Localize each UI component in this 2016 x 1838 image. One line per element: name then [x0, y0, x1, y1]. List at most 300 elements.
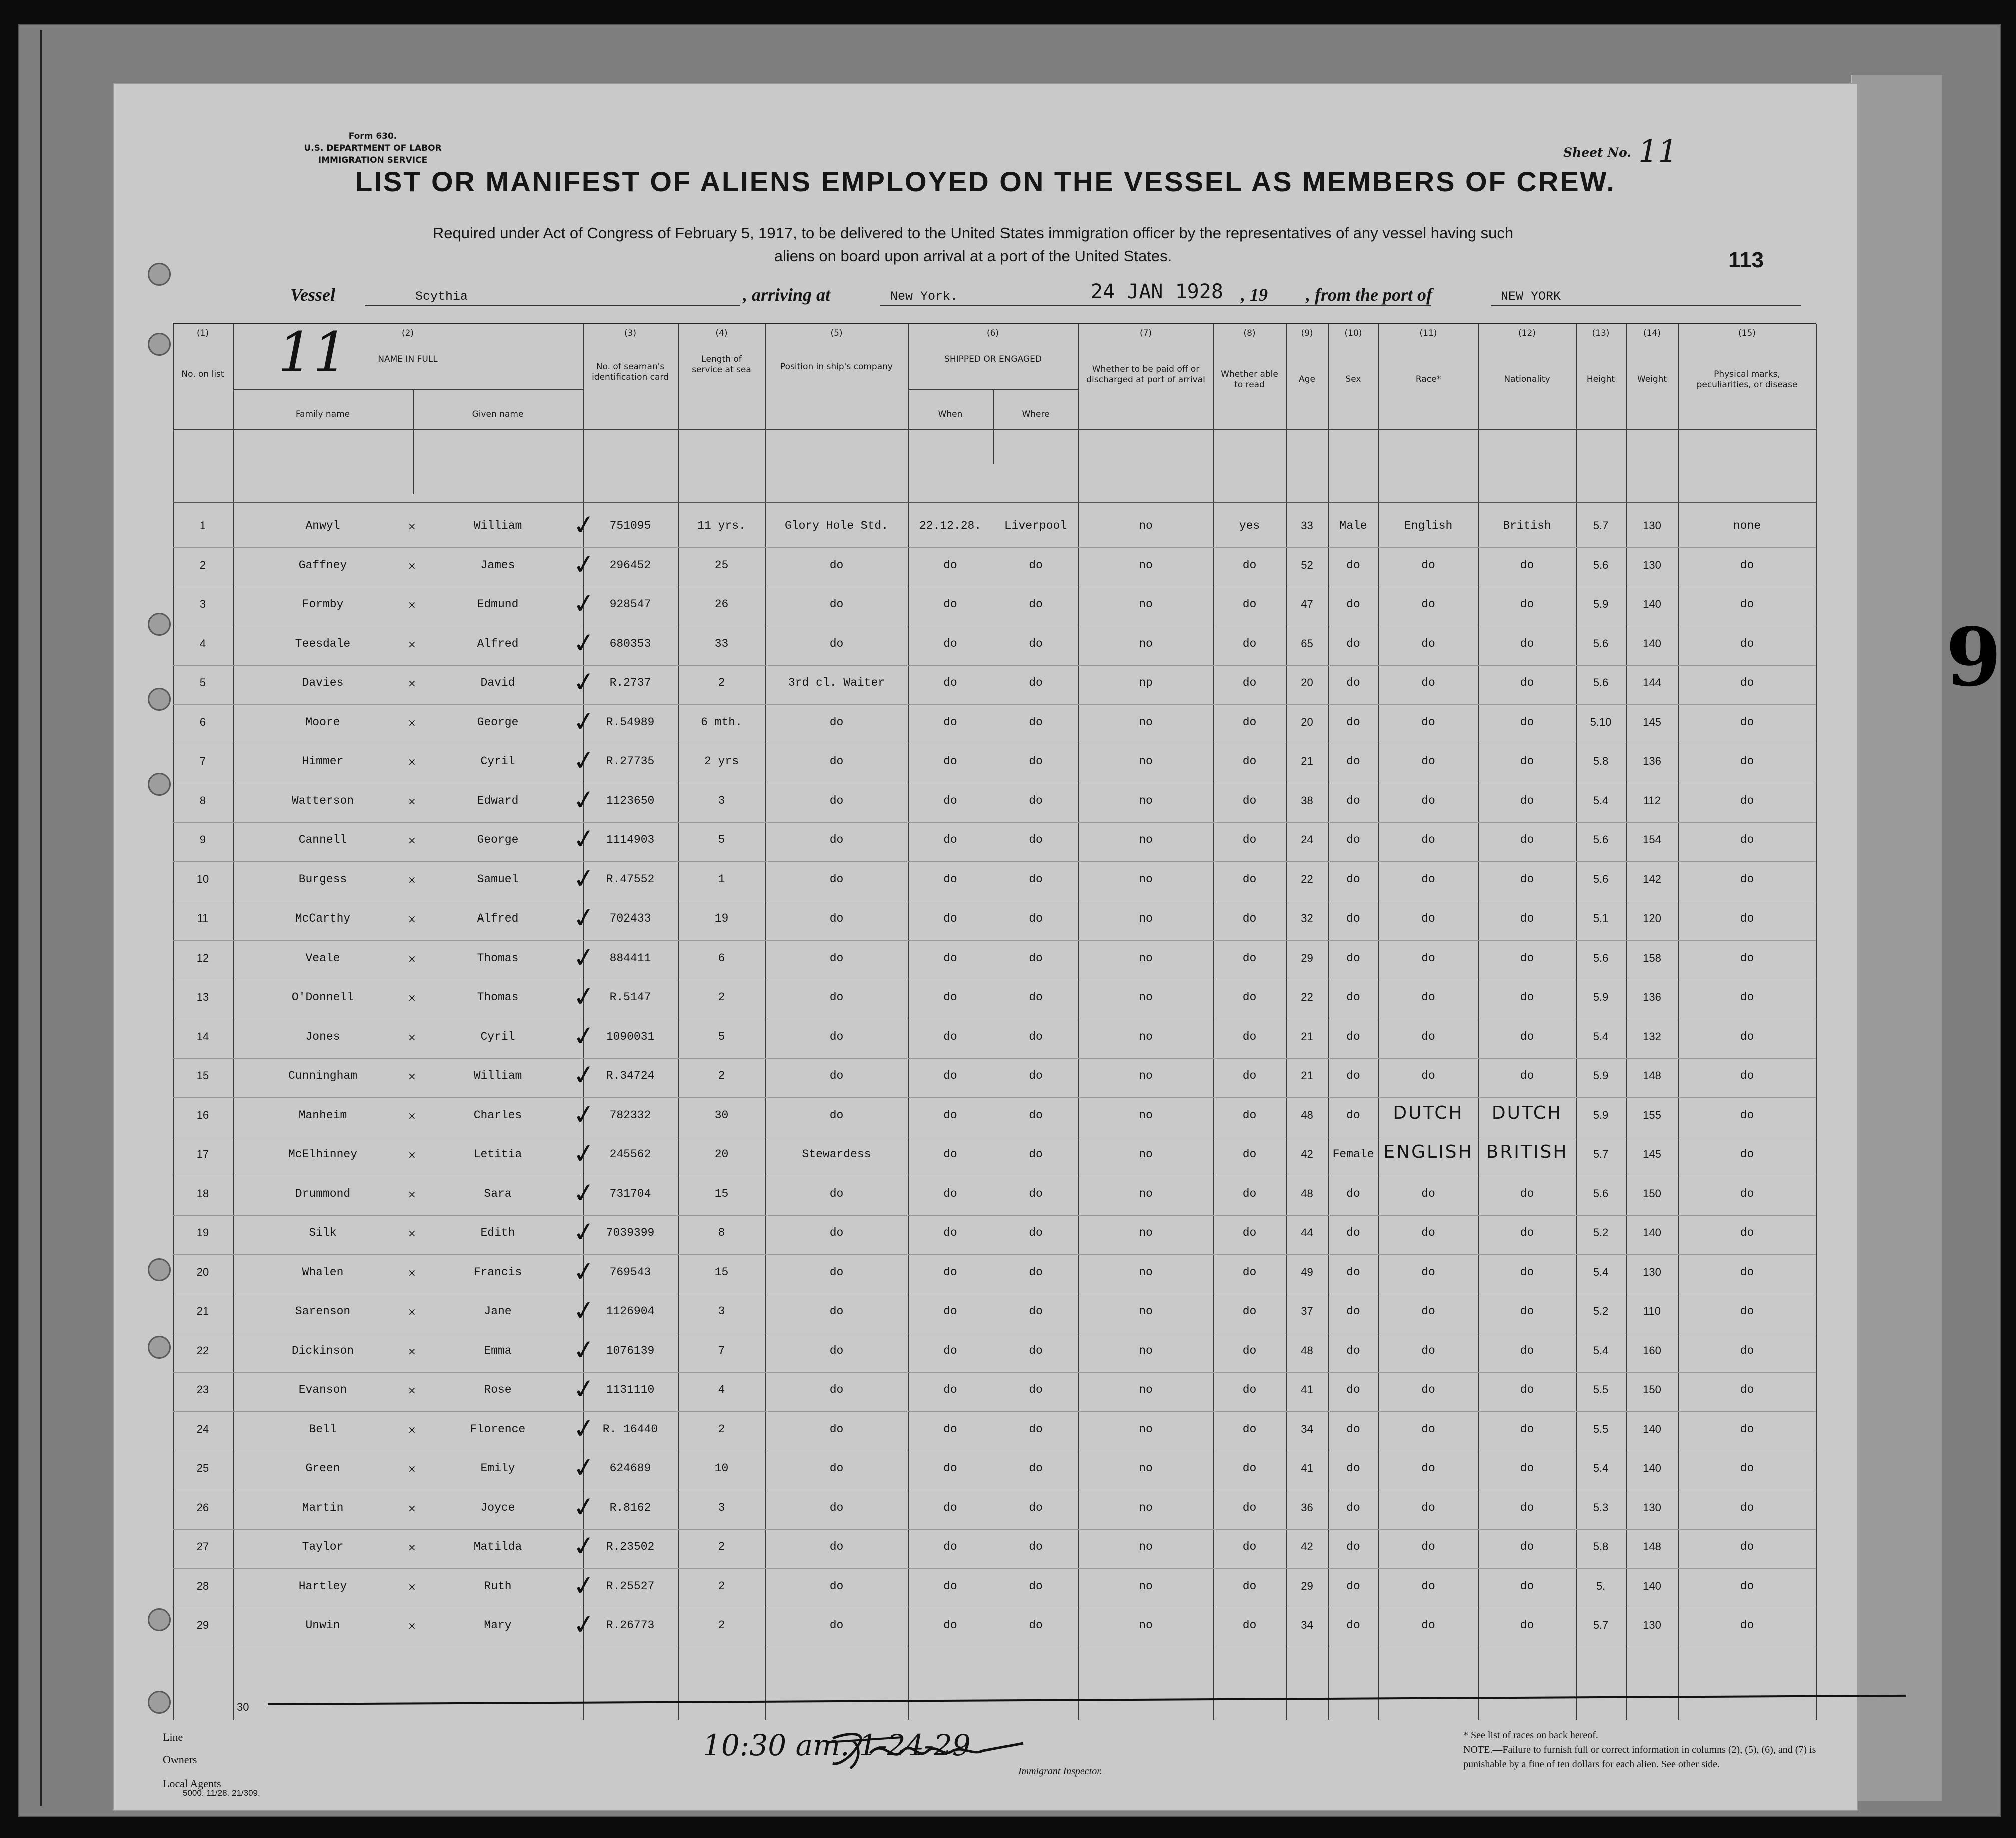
- table-row: [173, 823, 1816, 862]
- ship-position: do: [829, 1579, 844, 1593]
- physical-marks: do: [1740, 833, 1754, 846]
- given-name: Thomas: [477, 991, 519, 1004]
- race: do: [1421, 1226, 1435, 1239]
- shipped-where: do: [1029, 794, 1043, 807]
- age: 32: [1301, 912, 1313, 925]
- manifest-sheet: [113, 83, 1858, 1811]
- given-name: Ruth: [484, 1579, 512, 1593]
- weight: 148: [1643, 1540, 1661, 1553]
- row-number: 10: [196, 872, 209, 885]
- service-length: 1: [718, 872, 725, 886]
- service-length: 3: [718, 1305, 725, 1318]
- margin-number: 11: [278, 320, 348, 384]
- given-name: Matilda: [473, 1540, 522, 1553]
- ship-position: do: [829, 1030, 844, 1043]
- cross-mark-icon: ×: [408, 638, 416, 650]
- given-name: Samuel: [477, 872, 519, 886]
- weight: 110: [1643, 1305, 1661, 1317]
- race: do: [1421, 872, 1435, 886]
- sex: Female: [1332, 1148, 1374, 1161]
- punch-hole: [148, 613, 171, 636]
- race: do: [1421, 1619, 1435, 1632]
- sex: do: [1346, 558, 1360, 572]
- weight: 140: [1643, 598, 1661, 610]
- nationality: do: [1520, 598, 1534, 611]
- from-port: NEW YORK: [1501, 289, 1561, 304]
- col-10-number: (10): [1344, 328, 1362, 338]
- service-length: 26: [714, 598, 729, 611]
- table-row: [173, 1413, 1816, 1452]
- table-row: [173, 863, 1816, 902]
- manifest-subtitle: [223, 222, 1723, 268]
- id-card-number: 1123650: [606, 794, 655, 807]
- physical-marks: do: [1740, 794, 1754, 807]
- given-name: Rose: [484, 1383, 512, 1396]
- id-card-number: 245562: [609, 1148, 651, 1161]
- row-number: 17: [196, 1148, 209, 1160]
- sex: do: [1346, 1226, 1360, 1239]
- col-5-number: (5): [830, 328, 843, 338]
- header-name-in-full: NAME IN FULL: [378, 354, 438, 364]
- cross-mark-icon: ×: [408, 913, 416, 925]
- family-name: McElhinney: [288, 1148, 358, 1161]
- table-row: [173, 1452, 1816, 1491]
- row-number: 21: [196, 1305, 209, 1317]
- ship-position: do: [829, 1226, 844, 1239]
- weight: 155: [1643, 1108, 1661, 1121]
- footer-line-label: Line: [163, 1731, 183, 1743]
- given-name: Alfred: [477, 912, 519, 925]
- service-length: 15: [714, 1187, 729, 1200]
- paid-off: no: [1139, 1501, 1153, 1514]
- header-weight: Weight: [1637, 374, 1667, 384]
- sheet-number-label: Sheet No.: [1563, 145, 1632, 160]
- age: 49: [1301, 1265, 1313, 1278]
- physical-marks: do: [1740, 1462, 1754, 1475]
- shipped-where: do: [1029, 872, 1043, 886]
- paid-off: no: [1139, 558, 1153, 572]
- cross-mark-icon: ×: [408, 1070, 416, 1082]
- given-name: Cyril: [480, 755, 515, 768]
- given-name: Jane: [484, 1305, 512, 1318]
- age: 41: [1301, 1383, 1313, 1396]
- paid-off: no: [1139, 598, 1153, 611]
- shipped-where: do: [1029, 558, 1043, 572]
- weight: 132: [1643, 1030, 1661, 1043]
- age: 42: [1301, 1148, 1313, 1160]
- check-mark-icon: ✓: [570, 1293, 598, 1328]
- weight: 158: [1643, 951, 1661, 964]
- nationality: do: [1520, 676, 1534, 689]
- row-number: 6: [199, 715, 206, 728]
- header-given-name: Given name: [472, 409, 524, 419]
- check-mark-icon: ✓: [570, 743, 598, 778]
- ship-position: do: [829, 1422, 844, 1436]
- shipped-when: do: [943, 1462, 957, 1475]
- service-length: 2: [718, 1540, 725, 1553]
- table-row: [173, 1609, 1816, 1648]
- race: do: [1421, 991, 1435, 1004]
- check-mark-icon: ✓: [570, 1175, 598, 1210]
- ship-position: do: [829, 1383, 844, 1396]
- service-length: 4: [718, 1383, 725, 1396]
- able-to-read: do: [1242, 1619, 1257, 1632]
- check-mark-icon: ✓: [570, 940, 598, 975]
- col-9-number: (9): [1301, 328, 1313, 338]
- family-name: Himmer: [302, 755, 344, 768]
- col-1-number: (1): [196, 328, 209, 338]
- race: do: [1421, 558, 1435, 572]
- nationality: do: [1520, 1540, 1534, 1553]
- nationality: British: [1503, 519, 1551, 532]
- inspector-signature: [823, 1728, 1033, 1773]
- service-length: 10: [714, 1462, 729, 1475]
- table-row: [173, 745, 1816, 784]
- cross-mark-icon: ×: [408, 716, 416, 729]
- cross-mark-icon: ×: [408, 756, 416, 768]
- vessel-name: Scythia: [415, 289, 468, 304]
- header-length-service: Length of service at sea: [692, 354, 751, 375]
- id-card-number: R.54989: [606, 715, 655, 729]
- col-3-number: (3): [624, 328, 637, 338]
- physical-marks: do: [1740, 755, 1754, 768]
- shipped-where: do: [1029, 1108, 1043, 1122]
- shipped-when: do: [943, 912, 957, 925]
- age: 48: [1301, 1344, 1313, 1357]
- footer-note: [1463, 1728, 1823, 1772]
- nationality: do: [1520, 912, 1534, 925]
- check-mark-icon: ✓: [570, 508, 598, 542]
- nationality: do: [1520, 715, 1534, 729]
- ship-position: do: [829, 1462, 844, 1475]
- header-where: Where: [1022, 409, 1050, 419]
- form-print-code: 5000. 11/28. 21/309.: [183, 1788, 260, 1798]
- given-name: Alfred: [477, 637, 519, 650]
- row-number: 29: [196, 1619, 209, 1631]
- family-name: Manheim: [298, 1108, 347, 1122]
- col-11-number: (11): [1419, 328, 1437, 338]
- punch-hole: [148, 1258, 171, 1281]
- physical-marks: do: [1740, 1344, 1754, 1357]
- family-name: O'Donnell: [291, 991, 354, 1004]
- id-card-number: 769543: [609, 1265, 651, 1279]
- ship-position: do: [829, 598, 844, 611]
- shipped-when: do: [943, 637, 957, 650]
- height: 5.: [1596, 1579, 1606, 1592]
- given-name: Florence: [470, 1422, 526, 1436]
- weight: 145: [1643, 715, 1661, 728]
- given-name: James: [480, 558, 515, 572]
- age: 37: [1301, 1305, 1313, 1317]
- race: do: [1421, 912, 1435, 925]
- shipped-when: do: [943, 1619, 957, 1632]
- weight: 142: [1643, 872, 1661, 885]
- id-card-number: 1131110: [606, 1383, 655, 1396]
- table-row: [173, 902, 1816, 941]
- cross-mark-icon: ×: [408, 677, 416, 689]
- nationality: do: [1520, 637, 1534, 650]
- table-row: [173, 627, 1816, 666]
- sex: do: [1346, 676, 1360, 689]
- paid-off: no: [1139, 1344, 1153, 1357]
- physical-marks: do: [1740, 637, 1754, 650]
- id-card-number: 731704: [609, 1187, 651, 1200]
- row-number: 11: [197, 912, 209, 925]
- age: 65: [1301, 637, 1313, 650]
- race: do: [1421, 1579, 1435, 1593]
- sex: do: [1346, 755, 1360, 768]
- able-to-read: do: [1242, 1579, 1257, 1593]
- race: do: [1421, 598, 1435, 611]
- physical-marks: do: [1740, 1108, 1754, 1122]
- ship-position: do: [829, 1069, 844, 1082]
- check-mark-icon: ✓: [570, 1450, 598, 1485]
- height: 5.7: [1593, 1619, 1609, 1631]
- id-card-number: 751095: [609, 519, 651, 532]
- table-row: [173, 1256, 1816, 1295]
- weight: 154: [1643, 833, 1661, 846]
- able-to-read: do: [1242, 1187, 1257, 1200]
- given-name: Cyril: [480, 1030, 515, 1043]
- given-name: Edmund: [477, 598, 519, 611]
- age: 21: [1301, 1030, 1313, 1043]
- id-card-number: R. 16440: [602, 1422, 658, 1436]
- given-name: Joyce: [480, 1501, 515, 1514]
- id-card-number: 884411: [609, 951, 651, 965]
- race: do: [1421, 951, 1435, 965]
- margin-handwritten-digit: 9: [1946, 610, 2002, 704]
- sex: do: [1346, 951, 1360, 965]
- service-length: 2: [718, 1619, 725, 1632]
- shipped-where: do: [1029, 1187, 1043, 1200]
- nationality: do: [1520, 1462, 1534, 1475]
- height: 5.8: [1593, 1540, 1609, 1553]
- physical-marks: do: [1740, 1422, 1754, 1436]
- id-card-number: 624689: [609, 1462, 651, 1475]
- physical-marks: do: [1740, 872, 1754, 886]
- id-card-number: R.25527: [606, 1579, 655, 1593]
- ship-position: do: [829, 912, 844, 925]
- shipped-when: do: [943, 755, 957, 768]
- able-to-read: do: [1242, 1108, 1257, 1122]
- header-no-on-list: No. on list: [181, 369, 224, 379]
- race: do: [1421, 794, 1435, 807]
- row-number: 27: [196, 1540, 209, 1553]
- height: 5.6: [1593, 833, 1609, 846]
- weight: 150: [1643, 1187, 1661, 1200]
- check-mark-icon: ✓: [570, 1136, 598, 1171]
- table-row: [173, 1059, 1816, 1098]
- able-to-read: do: [1242, 598, 1257, 611]
- ship-position: do: [829, 1108, 844, 1122]
- cross-mark-icon: ×: [408, 992, 416, 1004]
- service-length: 6: [718, 951, 725, 965]
- arriving-port: New York.: [890, 289, 958, 304]
- shipped-when: do: [943, 1501, 957, 1514]
- shipped-where: Liverpool: [1004, 519, 1067, 532]
- race: do: [1421, 1540, 1435, 1553]
- age: 41: [1301, 1462, 1313, 1474]
- family-name: Cannell: [298, 833, 347, 846]
- col-8-number: (8): [1243, 328, 1256, 338]
- height: 5.5: [1593, 1422, 1609, 1435]
- paid-off: no: [1139, 991, 1153, 1004]
- able-to-read: do: [1242, 1422, 1257, 1436]
- shipped-where: do: [1029, 1579, 1043, 1593]
- cross-mark-icon: ×: [408, 1541, 416, 1553]
- sex: do: [1346, 1619, 1360, 1632]
- family-name: Burgess: [298, 872, 347, 886]
- sex: do: [1346, 794, 1360, 807]
- paid-off: no: [1139, 1265, 1153, 1279]
- id-card-number: R.2737: [609, 676, 651, 689]
- family-name: Silk: [309, 1226, 337, 1239]
- service-length: 2 yrs: [704, 755, 739, 768]
- sex: do: [1346, 1069, 1360, 1082]
- cross-mark-icon: ×: [408, 795, 416, 807]
- shipped-when: do: [943, 1265, 957, 1279]
- service-length: 30: [714, 1108, 729, 1122]
- shipped-where: do: [1029, 912, 1043, 925]
- height: 5.6: [1593, 558, 1609, 571]
- col-7-number: (7): [1139, 328, 1152, 338]
- age: 34: [1301, 1422, 1313, 1435]
- table-row: [173, 1530, 1816, 1569]
- shipped-when: do: [943, 1148, 957, 1161]
- shipped-where: do: [1029, 991, 1043, 1004]
- height: 5.10: [1590, 715, 1612, 728]
- height: 5.4: [1593, 1265, 1609, 1278]
- shipped-when: do: [943, 558, 957, 572]
- given-name: David: [480, 676, 515, 689]
- shipped-when: do: [943, 715, 957, 729]
- service-length: 3: [718, 1501, 725, 1514]
- physical-marks: do: [1740, 1501, 1754, 1514]
- crew-manifest-table: [173, 323, 1816, 1720]
- sex: do: [1346, 1030, 1360, 1043]
- physical-marks: do: [1740, 1030, 1754, 1043]
- row-number: 18: [196, 1187, 209, 1200]
- shipped-where: do: [1029, 1540, 1043, 1553]
- shipped-where: do: [1029, 1226, 1043, 1239]
- id-card-number: R.47552: [606, 872, 655, 886]
- table-row: [173, 1020, 1816, 1059]
- paid-off: no: [1139, 1422, 1153, 1436]
- given-name: Charles: [473, 1108, 522, 1122]
- height: 5.6: [1593, 872, 1609, 885]
- given-name: Thomas: [477, 951, 519, 965]
- punch-hole: [148, 1336, 171, 1359]
- sex: do: [1346, 912, 1360, 925]
- ship-position: do: [829, 794, 844, 807]
- row-number: 23: [196, 1383, 209, 1396]
- weight: 140: [1643, 637, 1661, 650]
- row-number: 19: [196, 1226, 209, 1239]
- nationality: do: [1520, 794, 1534, 807]
- col-13-number: (13): [1592, 328, 1610, 338]
- col-2-number: (2): [401, 328, 414, 338]
- shipped-where: do: [1029, 1422, 1043, 1436]
- paid-off: no: [1139, 637, 1153, 650]
- cross-mark-icon: ×: [408, 834, 416, 846]
- ship-position: do: [829, 1540, 844, 1553]
- family-name: Jones: [305, 1030, 340, 1043]
- weight: 160: [1643, 1344, 1661, 1357]
- id-card-number: 1114903: [606, 833, 655, 846]
- nationality: BRITISH: [1486, 1142, 1568, 1162]
- id-card-number: R.34724: [606, 1069, 655, 1082]
- sex: do: [1346, 1540, 1360, 1553]
- nationality: do: [1520, 1305, 1534, 1318]
- service-length: 6 mth.: [701, 715, 742, 729]
- id-card-number: R.26773: [606, 1619, 655, 1632]
- weight: 145: [1643, 1148, 1661, 1160]
- age: 52: [1301, 558, 1313, 571]
- paid-off: no: [1139, 715, 1153, 729]
- shipped-where: do: [1029, 1305, 1043, 1318]
- nationality: do: [1520, 1619, 1534, 1632]
- shipped-when: do: [943, 991, 957, 1004]
- table-row: [173, 981, 1816, 1020]
- age: 21: [1301, 1069, 1313, 1082]
- age: 29: [1301, 951, 1313, 964]
- cross-mark-icon: ×: [408, 873, 416, 886]
- service-length: 2: [718, 1422, 725, 1436]
- sex: do: [1346, 991, 1360, 1004]
- row-number: 16: [196, 1108, 209, 1121]
- sex: do: [1346, 1187, 1360, 1200]
- shipped-when: do: [943, 1344, 957, 1357]
- ship-position: do: [829, 1344, 844, 1357]
- paid-off: no: [1139, 1069, 1153, 1082]
- physical-marks: do: [1740, 951, 1754, 965]
- able-to-read: do: [1242, 1265, 1257, 1279]
- vessel-label: Vessel: [290, 285, 335, 305]
- row-number: 4: [199, 637, 206, 650]
- check-mark-icon: ✓: [570, 665, 598, 699]
- cross-mark-icon: ×: [408, 1149, 416, 1161]
- service-length: 8: [718, 1226, 725, 1239]
- table-row: [173, 1138, 1816, 1177]
- given-name: Emily: [480, 1462, 515, 1475]
- id-card-number: R.5147: [609, 991, 651, 1004]
- table-row: [173, 588, 1816, 627]
- footer-owners-label: Owners: [163, 1753, 197, 1766]
- ship-position: do: [829, 1305, 844, 1318]
- service-length: 2: [718, 1579, 725, 1593]
- table-row: [173, 1334, 1816, 1373]
- race: do: [1421, 1187, 1435, 1200]
- age: 22: [1301, 872, 1313, 885]
- id-card-number: R.8162: [609, 1501, 651, 1514]
- punch-hole: [148, 1691, 171, 1714]
- col-14-number: (14): [1643, 328, 1661, 338]
- check-mark-icon: ✓: [570, 625, 598, 660]
- ship-position: Stewardess: [802, 1148, 871, 1161]
- header-position: Position in ship's company: [780, 362, 893, 372]
- cross-mark-icon: ×: [408, 1031, 416, 1043]
- nationality: do: [1520, 833, 1534, 846]
- race: do: [1421, 1069, 1435, 1082]
- shipped-when: do: [943, 1540, 957, 1553]
- age: 44: [1301, 1226, 1313, 1239]
- row-number: 2: [199, 558, 206, 571]
- cross-mark-icon: ×: [408, 952, 416, 965]
- cross-mark-icon: ×: [408, 1306, 416, 1318]
- height: 5.8: [1593, 755, 1609, 767]
- row-number: 8: [199, 794, 206, 807]
- service-length: 2: [718, 676, 725, 689]
